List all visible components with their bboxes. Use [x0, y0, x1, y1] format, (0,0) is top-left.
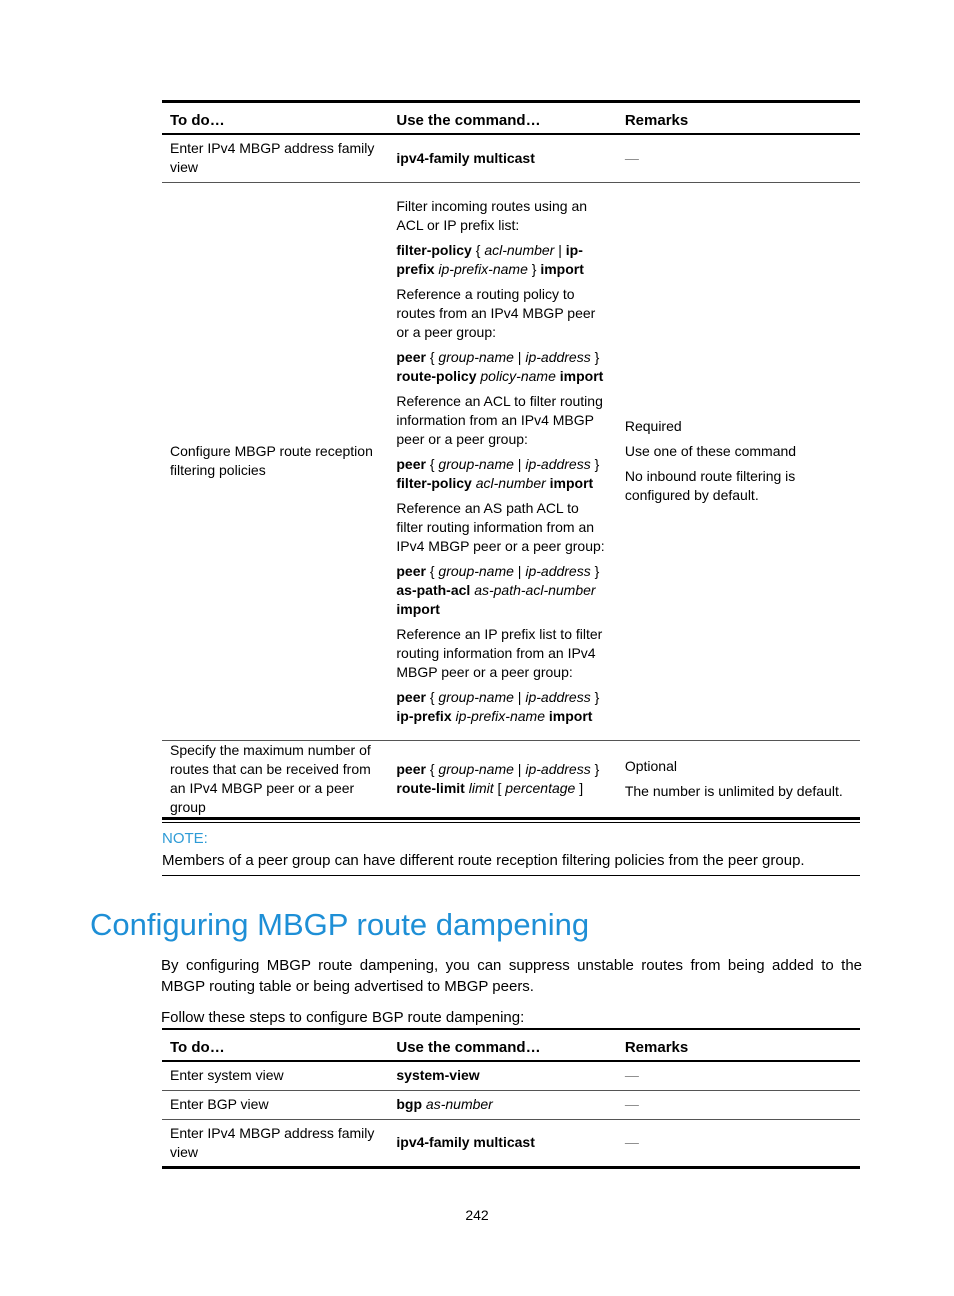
command-cell — [388, 740, 616, 818]
section-paragraph: By configuring MBGP route dampening, you can suppress unstable routes from being added to the MBGP routing table or being advertised to MBGP peers. — [161, 957, 862, 995]
section-paragraph: Follow these steps to configure BGP route dampening: — [161, 1009, 525, 1026]
table-row — [162, 134, 860, 182]
syntax-symbol: } — [527, 260, 541, 277]
command-cell — [388, 1061, 616, 1090]
syntax-symbol: { — [425, 455, 439, 472]
argument: ip-address — [525, 562, 591, 579]
argument: percentage — [505, 779, 576, 796]
argument: ip-prefix-name — [455, 707, 545, 724]
argument: group-name — [438, 760, 514, 777]
command-syntax — [396, 688, 608, 726]
keyword: ip-prefix — [396, 707, 452, 724]
keyword: peer — [396, 348, 426, 365]
syntax-symbol: [ — [493, 779, 506, 796]
remarks-cell: — — [617, 1119, 860, 1167]
section-heading: Configuring MBGP route dampening — [90, 907, 590, 942]
keyword: peer — [396, 562, 426, 579]
command-table-route-dampening — [162, 1028, 860, 1169]
argument: ip-address — [525, 688, 591, 705]
keyword: import — [396, 600, 440, 617]
command-keyword: ipv4-family multicast — [396, 1134, 535, 1150]
command-syntax — [396, 241, 608, 279]
command-cell — [388, 134, 616, 182]
keyword: import — [548, 707, 593, 724]
argument: group-name — [438, 348, 514, 365]
keyword: peer — [396, 455, 426, 472]
syntax-symbol: } — [590, 760, 600, 777]
argument: group-name — [438, 688, 514, 705]
keyword: as-path-acl — [396, 581, 471, 598]
todo-cell: Enter IPv4 MBGP address family view — [162, 1119, 388, 1167]
command-description: Reference an IP prefix list to filter routing information from an IPv4 MBGP peer or a peer group: — [396, 625, 603, 680]
argument: ip-prefix-name — [438, 260, 528, 277]
note-box — [162, 822, 860, 876]
command-syntax — [396, 455, 608, 493]
command-description: Filter incoming routes using an ACL or IP prefix list: — [396, 197, 588, 233]
remarks-cell — [617, 740, 860, 818]
syntax-symbol: } — [590, 562, 600, 579]
table-row — [162, 1119, 860, 1167]
remark-line: Use one of these command — [624, 443, 797, 459]
keyword: ip-prefix — [396, 241, 583, 277]
argument: group-name — [438, 455, 514, 472]
argument: policy-name — [480, 367, 556, 384]
command-description: Reference a routing policy to routes from an IPv4 MBGP peer or a peer group: — [396, 285, 596, 340]
remarks-cell: — — [617, 134, 860, 182]
todo-cell: Specify the maximum number of routes that can be received from an IPv4 MBGP peer or a peer group — [162, 740, 388, 818]
argument: ip-address — [525, 760, 591, 777]
remarks-cell — [617, 182, 860, 740]
argument: as-number — [425, 1096, 493, 1112]
keyword: import — [549, 474, 594, 491]
header-remarks: Remarks — [617, 1029, 860, 1061]
command-description: Reference an AS path ACL to filter routing information from an IPv4 MBGP peer or a peer group: — [396, 499, 605, 554]
table-row — [162, 740, 860, 818]
remark-line: Required — [624, 418, 682, 434]
syntax-symbol: { — [425, 760, 439, 777]
syntax-symbol: } — [590, 688, 600, 705]
table-row — [162, 1090, 860, 1119]
argument: as-path-acl-number — [474, 581, 596, 598]
keyword: route-policy — [396, 367, 477, 384]
command-cell — [388, 1119, 616, 1167]
syntax-symbol: | — [513, 562, 526, 579]
syntax-symbol: { — [471, 241, 485, 258]
remark-line: Optional — [624, 757, 677, 774]
header-command: Use the command… — [388, 1029, 616, 1061]
table-row — [162, 1061, 860, 1090]
remarks-cell: — — [617, 1090, 860, 1119]
syntax-symbol: | — [513, 688, 526, 705]
syntax-symbol: { — [425, 562, 439, 579]
keyword: import — [559, 367, 604, 384]
syntax-symbol: { — [425, 688, 439, 705]
command-cell — [388, 1090, 616, 1119]
argument: ip-address — [525, 455, 591, 472]
syntax-symbol: { — [425, 348, 439, 365]
note-text: Members of a peer group can have different route reception filtering policies from the peer group. — [162, 852, 805, 869]
header-command: Use the command… — [388, 102, 616, 135]
argument: acl-number — [484, 241, 555, 258]
table-row — [162, 182, 860, 740]
remark-line: The number is unlimited by default. — [624, 782, 843, 799]
todo-cell: Enter system view — [162, 1061, 388, 1090]
header-todo: To do… — [162, 102, 388, 135]
argument: ip-address — [525, 348, 591, 365]
header-remarks: Remarks — [617, 102, 860, 135]
keyword: filter-policy — [396, 241, 472, 258]
command-keyword: bgp — [396, 1096, 423, 1112]
todo-cell: Enter IPv4 MBGP address family view — [162, 134, 388, 182]
keyword: import — [540, 260, 584, 277]
command-keyword: system-view — [396, 1067, 480, 1084]
argument: acl-number — [475, 474, 546, 491]
command-cell — [388, 182, 616, 740]
syntax-symbol: | — [513, 348, 526, 365]
command-syntax — [396, 348, 608, 386]
command-keyword: ipv4-family multicast — [396, 149, 535, 166]
command-syntax — [396, 562, 608, 619]
header-todo: To do… — [162, 1029, 388, 1061]
syntax-symbol: | — [513, 455, 526, 472]
argument: group-name — [438, 562, 514, 579]
todo-cell: Configure MBGP route reception filtering policies — [162, 182, 388, 740]
command-description: Reference an ACL to filter routing information from an IPv4 MBGP peer or a peer group: — [396, 392, 603, 447]
command-table-route-reception — [162, 100, 860, 820]
syntax-symbol: | — [554, 241, 566, 258]
page-number: 242 — [465, 1207, 489, 1223]
syntax-symbol: | — [513, 760, 526, 777]
argument: limit — [468, 779, 494, 796]
syntax-symbol: ] — [575, 779, 584, 796]
note-label: NOTE: — [162, 830, 208, 847]
todo-cell: Enter BGP view — [162, 1090, 388, 1119]
syntax-symbol: } — [590, 455, 600, 472]
syntax-symbol: } — [590, 348, 600, 365]
remark-line: No inbound route filtering is configured by default. — [624, 468, 796, 503]
keyword: peer — [396, 760, 426, 777]
keyword: route-limit — [396, 779, 465, 796]
keyword: filter-policy — [396, 474, 472, 491]
keyword: peer — [396, 688, 426, 705]
remarks-cell: — — [617, 1061, 860, 1090]
